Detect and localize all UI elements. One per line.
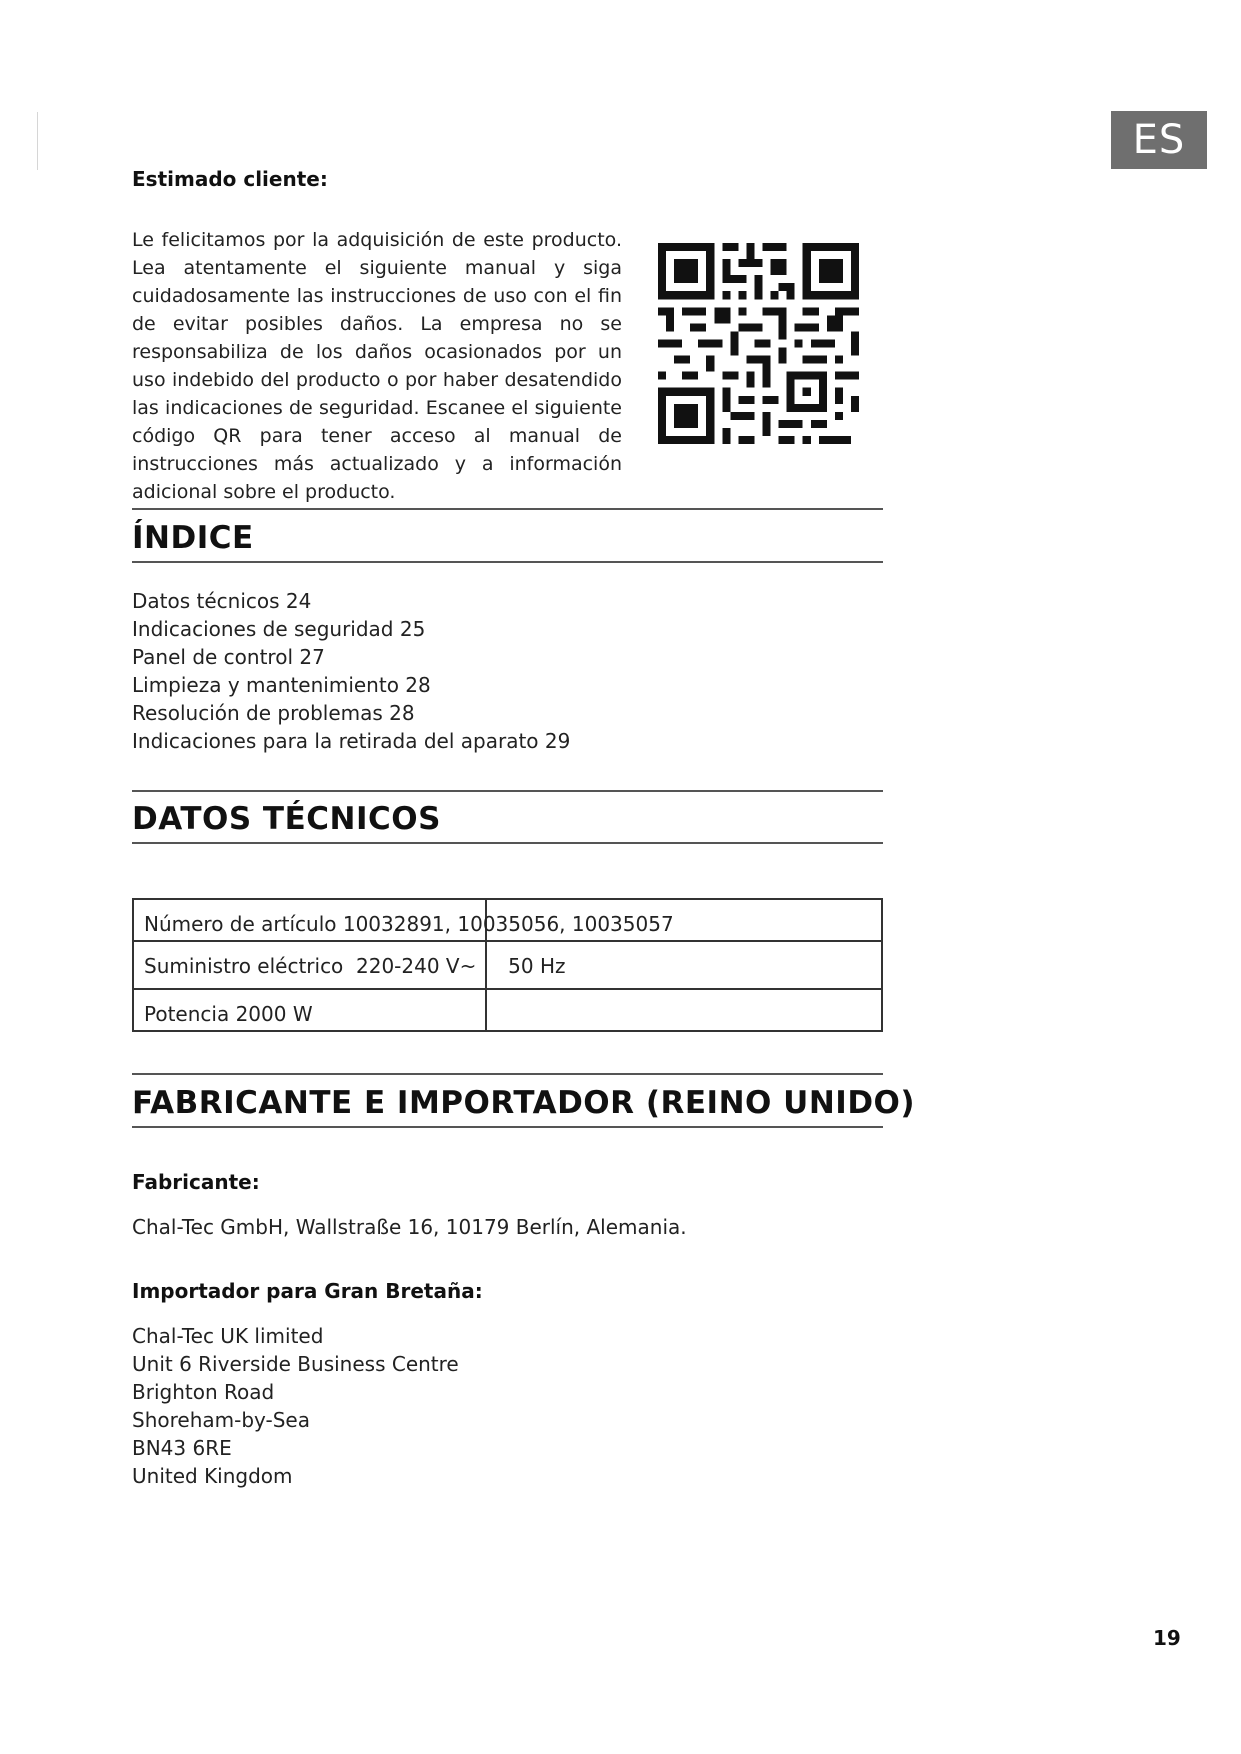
spec-power-supply: Suministro eléctrico 220-240 V~ 50 Hz — [144, 954, 566, 978]
margin-line — [37, 112, 38, 170]
index-heading: ÍNDICE — [132, 520, 254, 556]
spec-article-number: Número de artículo 10032891, 10035056, 10035057 — [144, 912, 674, 936]
address-line: Shoreham-by-Sea — [132, 1408, 310, 1432]
index-rule-top — [132, 508, 883, 510]
qr-code — [658, 243, 859, 444]
spec-table — [132, 898, 883, 1032]
page-number: 19 — [1153, 1626, 1181, 1650]
spec-power: Potencia 2000 W — [144, 1002, 313, 1026]
table-divider — [134, 988, 881, 990]
address-line: United Kingdom — [132, 1464, 293, 1488]
tech-rule-bottom — [132, 842, 883, 844]
toc-item: Limpieza y mantenimiento 28 — [132, 673, 431, 697]
index-rule-bottom — [132, 561, 883, 563]
address-line: Unit 6 Riverside Business Centre — [132, 1352, 459, 1376]
manufacturer-heading: FABRICANTE E IMPORTADOR (REINO UNIDO) — [132, 1085, 916, 1121]
tech-rule-top — [132, 790, 883, 792]
table-of-contents — [132, 587, 570, 755]
greeting: Estimado cliente: — [132, 167, 328, 191]
importer-address — [132, 1322, 459, 1490]
manufacturer-rule-bottom — [132, 1126, 883, 1128]
toc-item: Resolución de problemas 28 — [132, 701, 415, 725]
language-tab: ES — [1111, 111, 1207, 169]
toc-item: Indicaciones para la retirada del aparato 29 — [132, 729, 571, 753]
address-line: Chal-Tec UK limited — [132, 1324, 324, 1348]
toc-item: Datos técnicos 24 — [132, 589, 312, 613]
table-divider — [134, 940, 881, 942]
intro-paragraph: Le felicitamos por la adquisición de este producto. Lea atentamente el siguiente manual y siga cuidadosamente las instrucciones de uso con el fin de evitar posibles daños. La empresa no se responsabiliza de los daños ocasionados por un uso indebido del producto o por haber desatendido las indicaciones de seguridad. Escanee el siguiente código QR para tener acceso al manual de instrucciones más actualizado y a información adicional sobre el producto. — [132, 229, 622, 503]
manufacturer-label: Fabricante: — [132, 1170, 260, 1194]
toc-item: Indicaciones de seguridad 25 — [132, 617, 426, 641]
address-line: Brighton Road — [132, 1380, 275, 1404]
manufacturer-rule-top — [132, 1073, 883, 1075]
tech-heading: DATOS TÉCNICOS — [132, 801, 441, 837]
importer-label: Importador para Gran Bretaña: — [132, 1279, 483, 1303]
toc-item: Panel de control 27 — [132, 645, 325, 669]
manufacturer-address: Chal-Tec GmbH, Wallstraße 16, 10179 Berlín, Alemania. — [132, 1215, 687, 1239]
address-line: BN43 6RE — [132, 1436, 232, 1460]
